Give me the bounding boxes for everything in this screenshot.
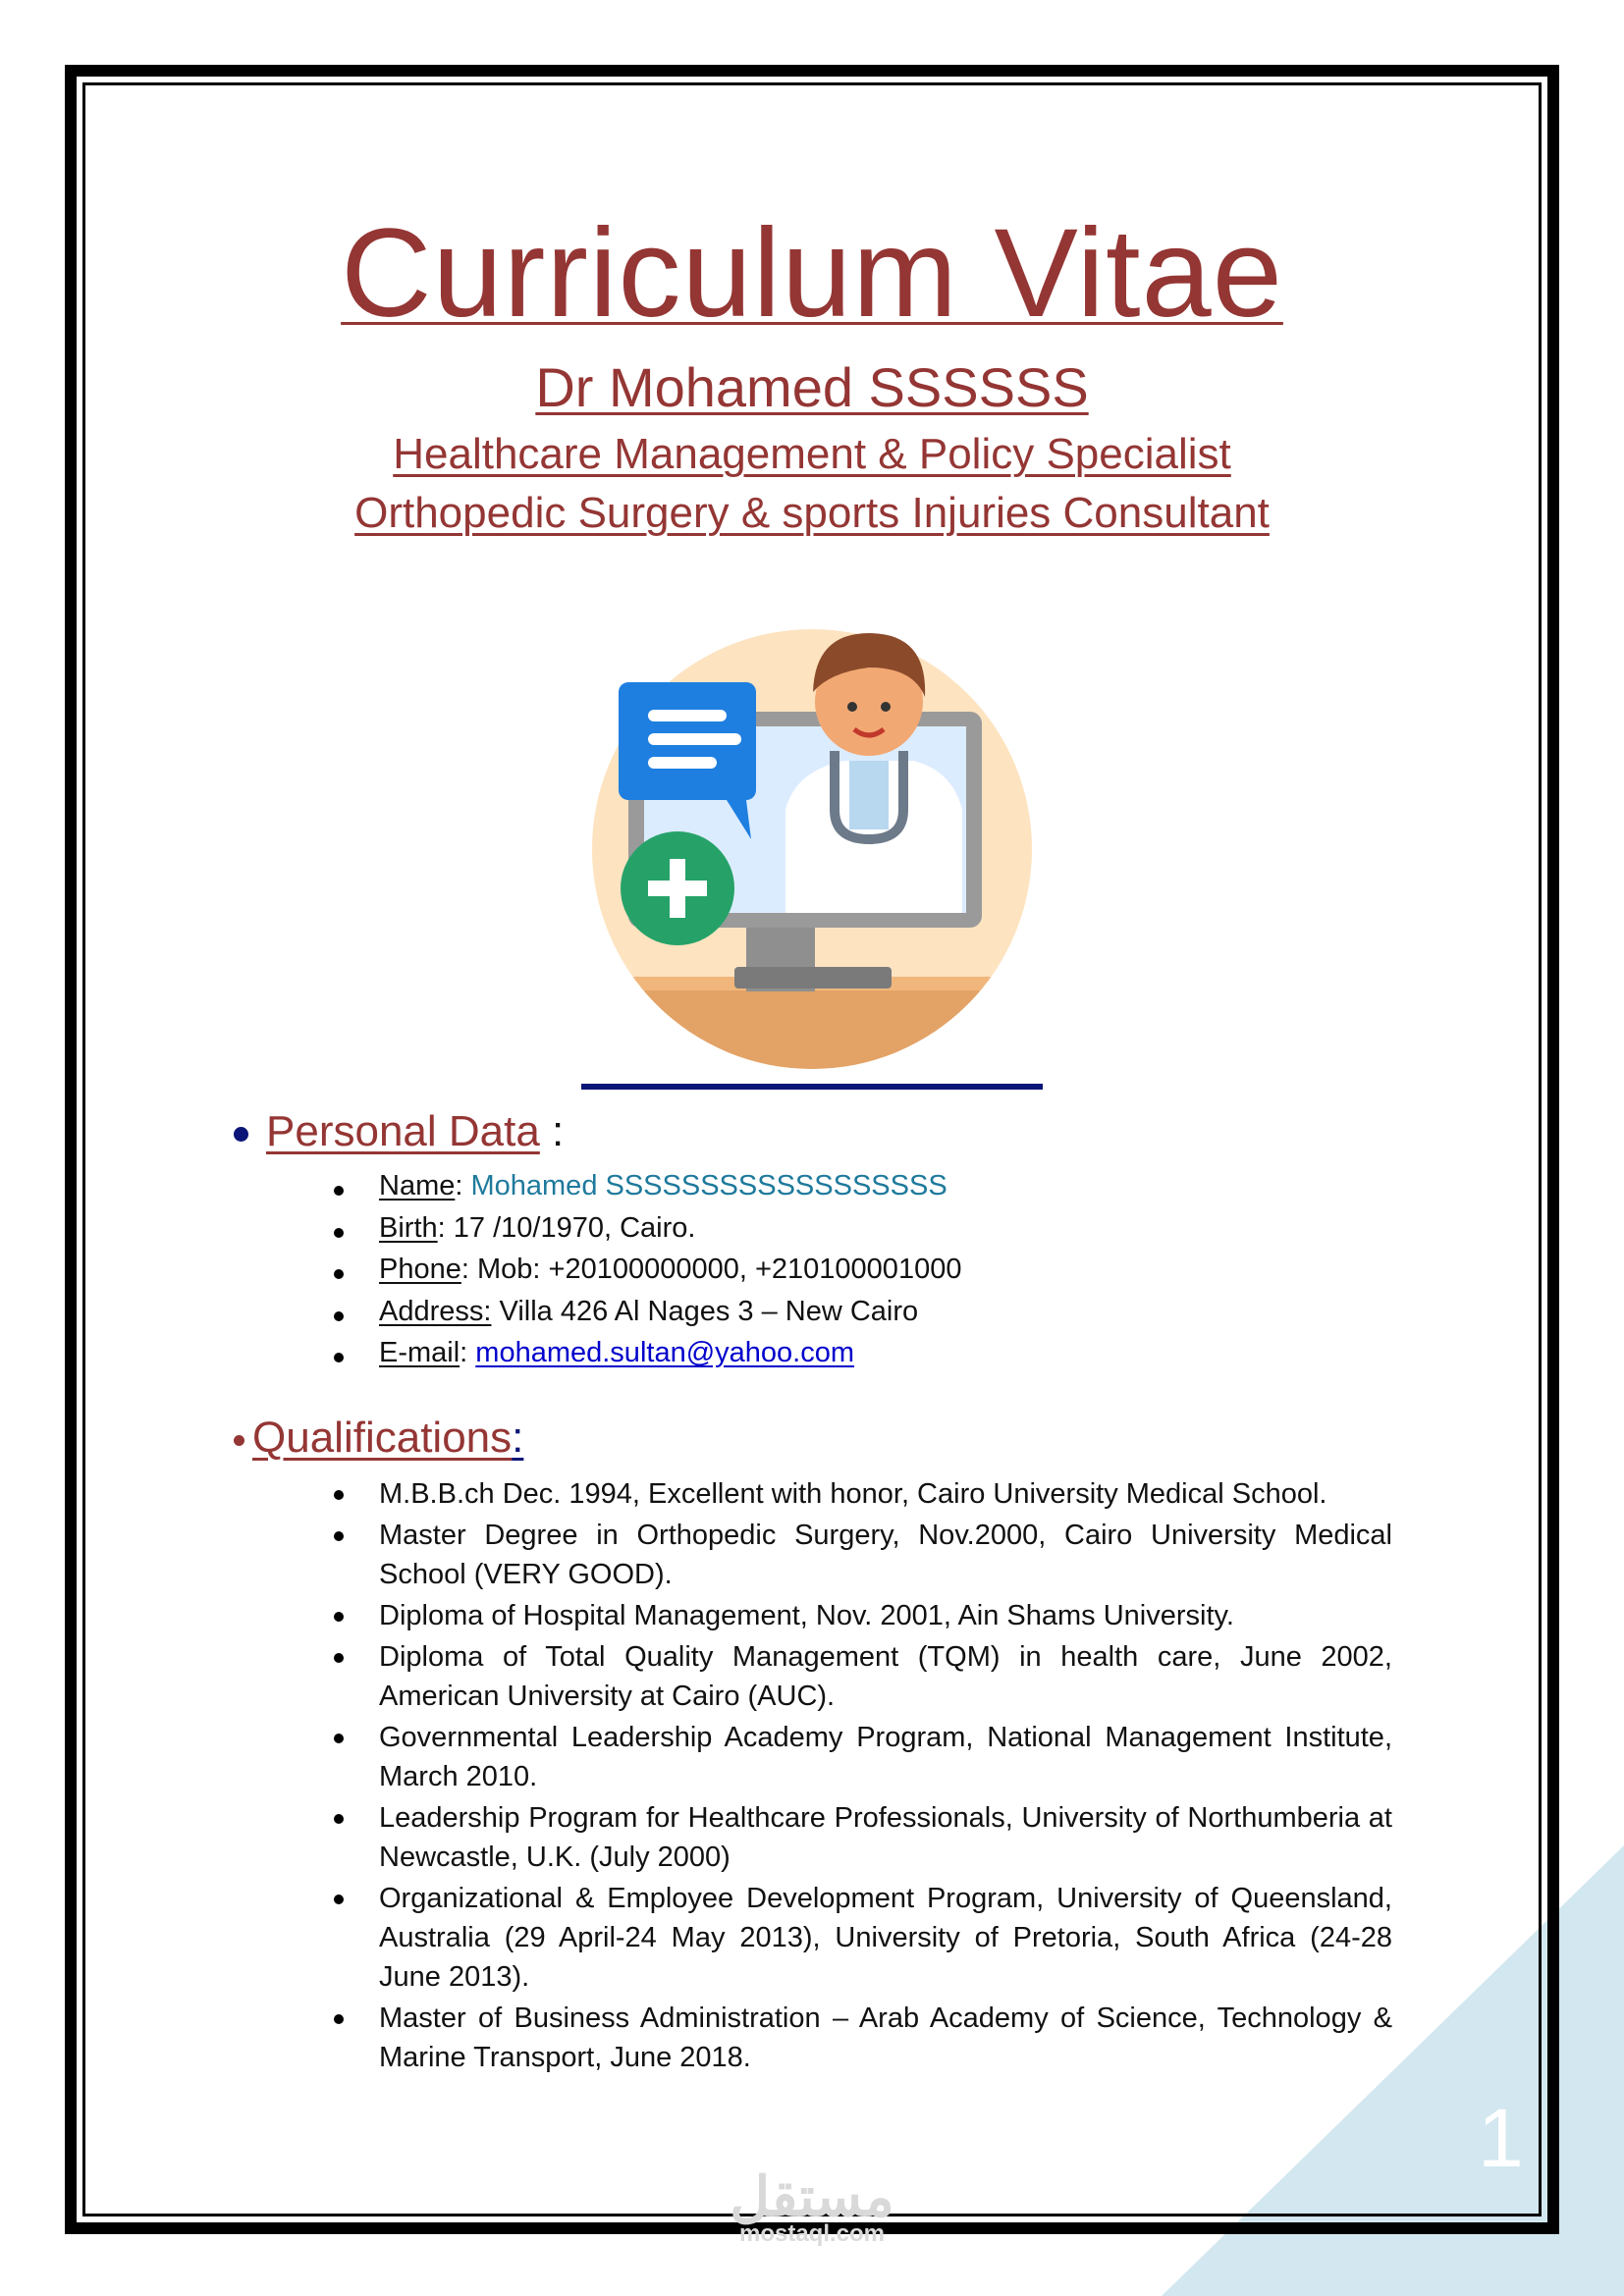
subtitle-specialist: Healthcare Management & Policy Specialist <box>393 430 1231 478</box>
list-item-name: Name: Mohamed SSSSSSSSSSSSSSSSSS <box>334 1170 1392 1212</box>
heading-colon: : <box>539 1107 565 1155</box>
value: Villa 426 Al Nages 3 – New Cairo <box>491 1295 919 1327</box>
value: Mob: +20100000000, +210100001000 <box>476 1254 962 1285</box>
doctor-name: Dr Mohamed SSSSSS <box>535 356 1089 418</box>
personal-data-list <box>334 1170 1392 1379</box>
watermark-logo: مستقل <box>730 2165 894 2227</box>
page-number: 1 <box>1478 2092 1524 2184</box>
doctor-monitor-illustration <box>589 614 1041 1085</box>
heading-colon: : <box>512 1414 524 1462</box>
email-link[interactable]: mohamed.sultan@yahoo.com <box>475 1337 854 1368</box>
label: Birth <box>379 1211 438 1244</box>
list-item: Governmental Leadership Academy Program, National Management Institute, March 2010. <box>334 1718 1392 1796</box>
list-item: M.B.B.ch Dec. 1994, Excellent with honor, Cairo University Medical School. <box>334 1474 1392 1514</box>
section-personal-data <box>234 1107 564 1156</box>
list-item: Master of Business Administration – Arab Academy of Science, Technology & Marine Transport, June 2018. <box>334 1999 1392 2077</box>
list-item: Leadership Program for Healthcare Professionals, University of Northumberia at Newcastle, U.K. (July 2000) <box>334 1798 1392 1877</box>
list-item: Organizational & Employee Development Program, University of Queensland, Australia (29 April-24 May 2013), University of Pretoria, South Africa (24-28 June 2013). <box>334 1879 1392 1997</box>
divider-rule <box>581 1084 1043 1090</box>
bullet-icon <box>234 1435 244 1446</box>
qualifications-list <box>334 1474 1392 2079</box>
label: Phone <box>379 1254 461 1285</box>
list-item-address <box>334 1296 1392 1338</box>
list-item: Diploma of Hospital Management, Nov. 2001, Ain Shams University. <box>334 1596 1392 1635</box>
value: Mohamed SSSSSSSSSSSSSSSSSS <box>470 1170 947 1201</box>
section-qualifications <box>234 1414 523 1463</box>
list-item-phone: Phone: Mob: +20100000000, +210100001000 <box>334 1254 1392 1296</box>
list-item-birth: Birth: 17 /10/1970, Cairo. <box>334 1212 1392 1255</box>
section-heading: Personal Data <box>266 1107 540 1155</box>
section-heading: Qualifications <box>252 1414 513 1462</box>
page-title: Curriculum Vitae <box>341 203 1283 344</box>
value: 17 /10/1970, Cairo. <box>453 1211 696 1244</box>
label: Name <box>379 1170 456 1201</box>
watermark-url: mostaql.com <box>738 2220 886 2247</box>
subtitle-consultant: Orthopedic Surgery & sports Injuries Consultant <box>354 489 1270 537</box>
label: E-mail <box>379 1337 460 1368</box>
list-item: Diploma of Total Quality Management (TQM) in health care, June 2002, American University at Cairo (AUC). <box>334 1637 1392 1716</box>
label: Address: <box>379 1295 492 1327</box>
bullet-icon <box>234 1127 248 1142</box>
list-item-email: E-mail: mohamed.sultan@yahoo.com <box>334 1337 1392 1379</box>
list-item: Master Degree in Orthopedic Surgery, Nov.2000, Cairo University Medical School (VERY GOOD). <box>334 1516 1392 1594</box>
